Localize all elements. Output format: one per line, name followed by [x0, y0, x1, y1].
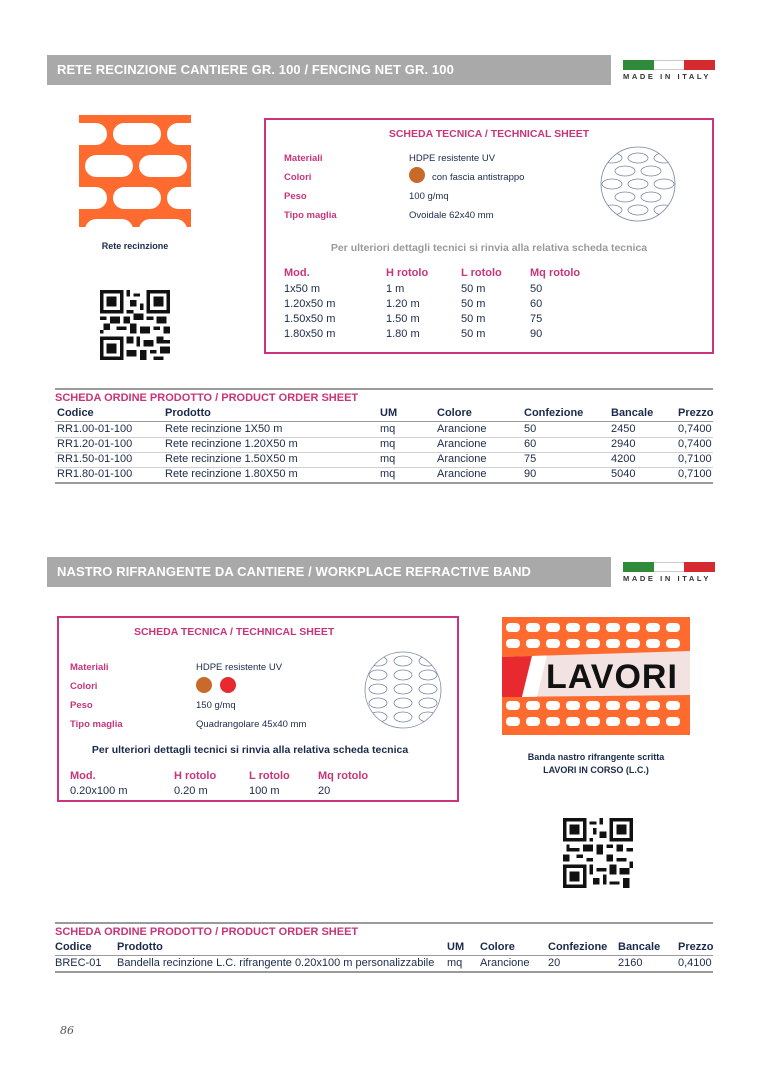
order-cell-price: 0,7400 — [678, 438, 712, 450]
order-cell-color: Arancione — [437, 423, 487, 435]
order-cell-um: mq — [447, 957, 463, 969]
order-header-um: UM — [447, 941, 465, 953]
order-header-color: Colore — [437, 407, 472, 419]
spec-value-weight: 100 g/mq — [409, 191, 449, 202]
technical-sheet-title: SCHEDA TECNICA / TECHNICAL SHEET — [133, 626, 335, 638]
model-cell: 1x50 m — [284, 283, 321, 295]
order-sheet-title: SCHEDA ORDINE PRODOTTO / PRODUCT ORDER SHEET — [55, 392, 359, 404]
page-number: 86 — [60, 1024, 74, 1037]
model-cell: 50 m — [461, 298, 486, 310]
spec-label-colors: Colori — [70, 681, 98, 692]
color-swatch-orange — [196, 677, 212, 693]
model-header-l-roll: L rotolo — [461, 267, 502, 279]
order-header-um: UM — [380, 407, 398, 419]
made-in-italy-badge — [623, 562, 715, 583]
order-cell-color: Arancione — [437, 453, 487, 465]
order-cell-package: 20 — [548, 957, 561, 969]
order-cell-price: 0,7100 — [678, 453, 712, 465]
order-bottom-rule — [55, 482, 713, 484]
band-lettering: LAVORI — [546, 658, 678, 696]
order-sheet-title: SCHEDA ORDINE PRODOTTO / PRODUCT ORDER SHEET — [55, 926, 359, 938]
made-in-italy-badge — [623, 60, 715, 81]
order-cell-um: mq — [380, 468, 396, 480]
order-top-rule — [55, 388, 713, 390]
qr-code-icon[interactable] — [100, 290, 170, 360]
model-cell: 0.20x100 m — [70, 785, 128, 797]
order-cell-product: Rete recinzione 1.20X50 m — [165, 438, 298, 450]
order-cell-um: mq — [380, 453, 396, 465]
order-header-rule — [55, 955, 713, 956]
spec-value-weight: 150 g/mq — [196, 700, 236, 711]
refractive-band-image — [502, 617, 690, 735]
model-cell: 1 m — [386, 283, 405, 295]
spec-label-weight: Peso — [70, 700, 93, 711]
order-cell-package: 75 — [524, 453, 537, 465]
order-cell-um: mq — [380, 438, 396, 450]
model-cell: 20 — [318, 785, 331, 797]
section2-banner: NASTRO RIFRANGENTE DA CANTIERE / WORKPLACE REFRACTIVE BAND — [47, 557, 611, 587]
order-cell-price: 0,4100 — [678, 957, 712, 969]
model-header-mod: Mod. — [284, 267, 310, 279]
order-header-code: Codice — [55, 941, 92, 953]
spec-value-mesh-type: Quadrangolare 45x40 mm — [196, 719, 307, 730]
model-header-l-roll: L rotolo — [249, 770, 290, 782]
model-cell: 60 — [530, 298, 543, 310]
model-cell: 1.80 m — [386, 328, 420, 340]
order-cell-package: 90 — [524, 468, 537, 480]
spec-label-weight: Peso — [284, 191, 307, 202]
order-header-price: Prezzo — [678, 407, 714, 419]
spec-value-materials: HDPE resistente UV — [196, 662, 283, 673]
order-header-product: Prodotto — [117, 941, 163, 953]
order-cell-um: mq — [380, 423, 396, 435]
order-header-pallet: Bancale — [611, 407, 654, 419]
technical-note: Per ulteriori dettagli tecnici si rinvia alla relativa scheda tecnica — [330, 242, 648, 254]
spec-value-mesh-type: Ovoidale 62x40 mm — [409, 210, 494, 221]
model-cell: 75 — [530, 313, 543, 325]
order-cell-product: Rete recinzione 1.80X50 m — [165, 468, 298, 480]
order-header-price: Prezzo — [678, 941, 714, 953]
model-cell: 50 — [530, 283, 543, 295]
order-header-code: Codice — [57, 407, 94, 419]
spec-label-mesh-type: Tipo maglia — [284, 210, 337, 221]
order-header-package: Confezione — [524, 407, 584, 419]
model-cell: 50 m — [461, 328, 486, 340]
model-cell: 1.50x50 m — [284, 313, 336, 325]
order-top-rule — [55, 922, 713, 924]
model-cell: 50 m — [461, 283, 486, 295]
qr-code-icon[interactable] — [563, 818, 633, 888]
model-cell: 1.20 m — [386, 298, 420, 310]
order-cell-code: BREC-01 — [55, 957, 102, 969]
model-header-h-roll: H rotolo — [174, 770, 217, 782]
technical-note: Per ulteriori dettagli tecnici si rinvia alla relativa scheda tecnica — [91, 744, 409, 756]
model-cell: 1.80x50 m — [284, 328, 336, 340]
order-cell-pallet: 5040 — [611, 468, 636, 480]
spec-value-colors: con fascia antistrappo — [432, 172, 525, 183]
model-cell: 90 — [530, 328, 543, 340]
model-cell: 0.20 m — [174, 785, 208, 797]
fencing-net-caption: Rete recinzione — [101, 241, 169, 251]
model-cell: 1.50 m — [386, 313, 420, 325]
order-header-color: Colore — [480, 941, 515, 953]
order-cell-code: RR1.20-01-100 — [57, 438, 133, 450]
technical-sheet-box — [264, 118, 714, 354]
order-cell-price: 0,7400 — [678, 423, 712, 435]
technical-sheet-box — [57, 616, 459, 802]
order-cell-color: Arancione — [437, 468, 487, 480]
order-cell-color: Arancione — [480, 957, 530, 969]
spec-value-materials: HDPE resistente UV — [409, 153, 496, 164]
order-cell-pallet: 2940 — [611, 438, 636, 450]
oval-mesh-diagram-icon — [364, 651, 442, 729]
order-cell-package: 60 — [524, 438, 537, 450]
model-cell: 1.20x50 m — [284, 298, 336, 310]
italian-flag-icon — [623, 562, 715, 572]
order-cell-code: RR1.80-01-100 — [57, 468, 133, 480]
order-cell-product: Bandella recinzione L.C. rifrangente 0.20x100 m personalizzabile — [117, 957, 435, 969]
color-swatch-orange — [409, 167, 425, 183]
model-header-h-roll: H rotolo — [386, 267, 429, 279]
order-bottom-rule — [55, 971, 713, 973]
order-cell-product: Rete recinzione 1X50 m — [165, 423, 283, 435]
spec-label-materials: Materiali — [284, 153, 323, 164]
band-caption-line2: LAVORI IN CORSO (L.C.) — [543, 765, 649, 775]
order-cell-code: RR1.00-01-100 — [57, 423, 133, 435]
order-cell-price: 0,7100 — [678, 468, 712, 480]
order-header-rule — [55, 421, 713, 422]
made-in-italy-text: MADE IN ITALY — [623, 574, 711, 583]
color-swatch-red — [220, 677, 236, 693]
italian-flag-icon — [623, 60, 715, 70]
oval-mesh-diagram-icon — [600, 146, 676, 222]
order-cell-color: Arancione — [437, 438, 487, 450]
spec-label-materials: Materiali — [70, 662, 109, 673]
order-cell-package: 50 — [524, 423, 537, 435]
section1-banner: RETE RECINZIONE CANTIERE GR. 100 / FENCING NET GR. 100 — [47, 55, 611, 85]
model-cell: 100 m — [249, 785, 280, 797]
made-in-italy-text: MADE IN ITALY — [623, 72, 711, 81]
order-cell-pallet: 4200 — [611, 453, 636, 465]
technical-sheet-title: SCHEDA TECNICA / TECHNICAL SHEET — [388, 128, 590, 140]
model-header-mq-roll: Mq rotolo — [318, 770, 369, 782]
order-header-package: Confezione — [548, 941, 608, 953]
spec-label-mesh-type: Tipo maglia — [70, 719, 123, 730]
spec-label-colors: Colori — [284, 172, 312, 183]
order-header-pallet: Bancale — [618, 941, 661, 953]
fencing-net-image — [79, 115, 191, 227]
model-cell: 50 m — [461, 313, 486, 325]
model-header-mq-roll: Mq rotolo — [530, 267, 581, 279]
order-cell-product: Rete recinzione 1.50X50 m — [165, 453, 298, 465]
model-header-mod: Mod. — [70, 770, 96, 782]
order-cell-code: RR1.50-01-100 — [57, 453, 133, 465]
order-header-product: Prodotto — [165, 407, 211, 419]
order-cell-pallet: 2160 — [618, 957, 643, 969]
band-caption-line1: Banda nastro rifrangente scritta — [527, 752, 665, 762]
order-cell-pallet: 2450 — [611, 423, 636, 435]
